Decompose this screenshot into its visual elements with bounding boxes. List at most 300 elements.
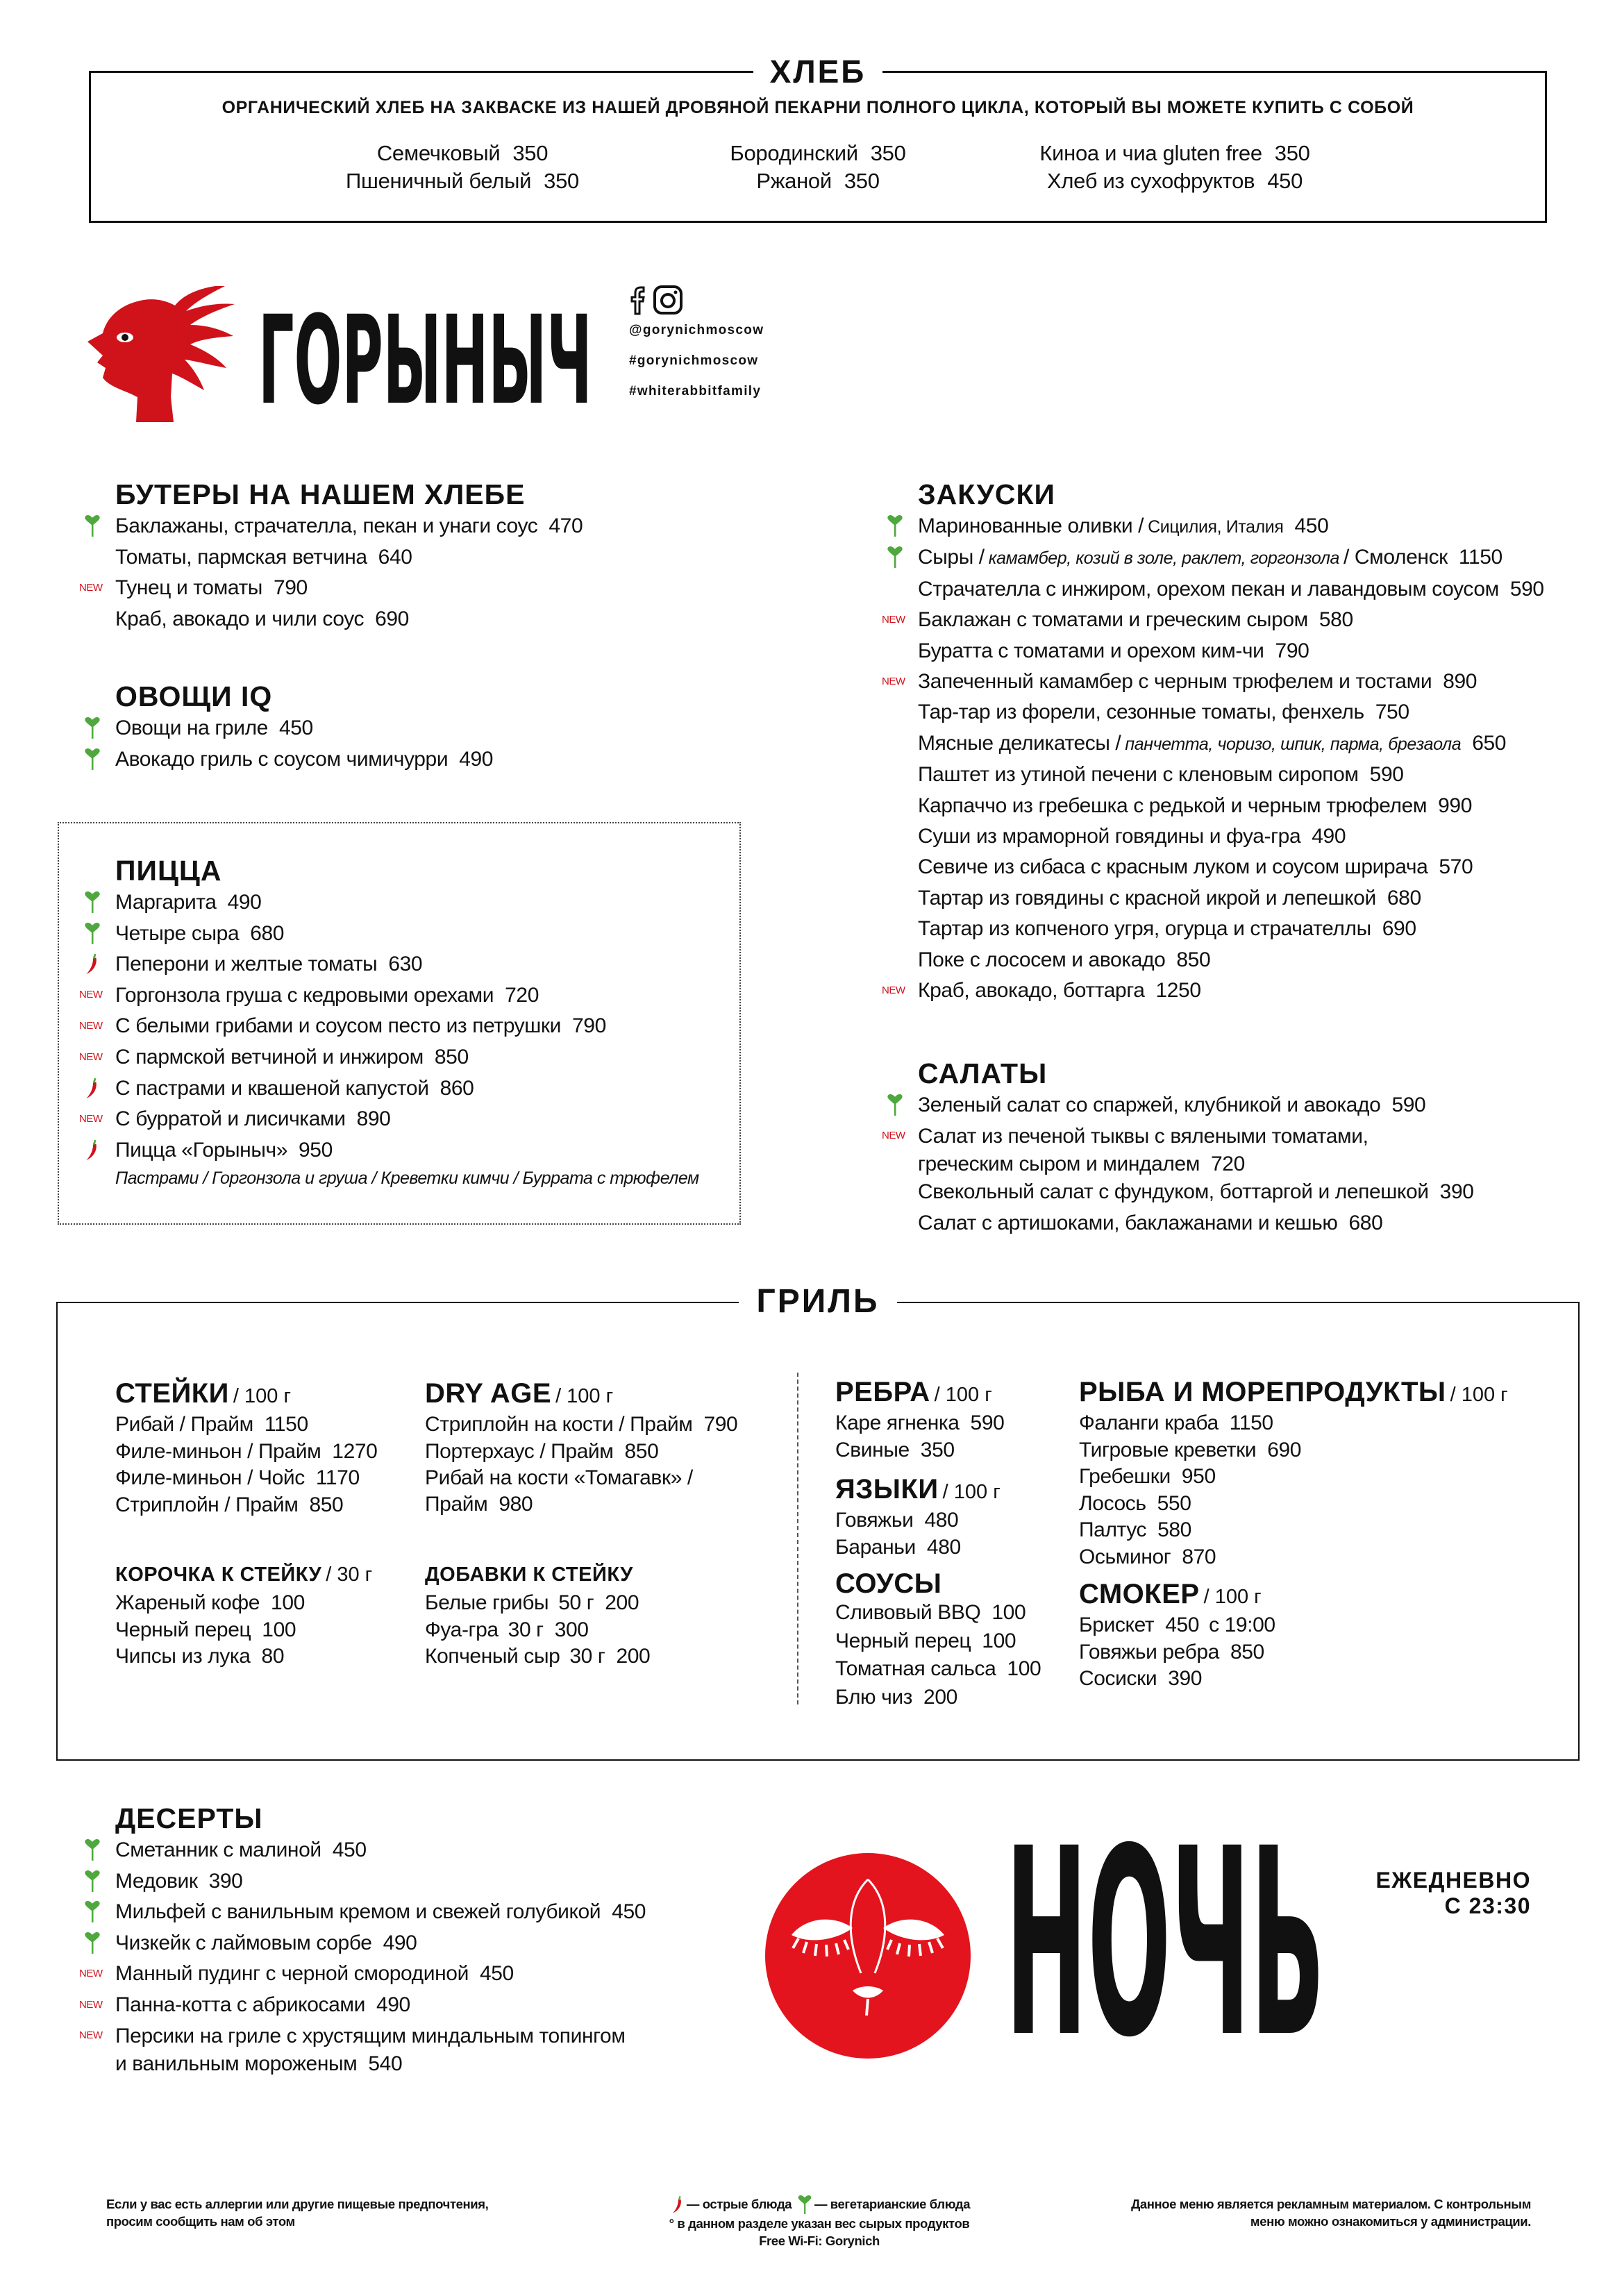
item-name-line	[1079, 1641, 1264, 1664]
new-badge: NEW	[79, 1112, 103, 1125]
item-name: Черный перец	[835, 1629, 971, 1652]
item-name: Тартар из говядины с красной икрой и лепешкой	[918, 886, 1376, 910]
grill-group-title	[835, 1474, 1001, 1507]
menu-item	[835, 1627, 1041, 1656]
item-price: 850	[1230, 1640, 1264, 1664]
item-price: 490	[227, 891, 262, 914]
menu-item	[882, 667, 1544, 697]
menu-item	[115, 1411, 377, 1439]
item-price: 950	[299, 1138, 333, 1162]
new-badge: NEW	[79, 2029, 103, 2042]
new-badge: NEW	[79, 989, 103, 1001]
menu-item	[79, 1959, 646, 1990]
item-name: С бурратой и лисичками	[115, 1107, 346, 1131]
item-price: 1170	[315, 1466, 360, 1489]
item-name-line	[835, 1629, 1016, 1652]
item-price: 750	[1375, 701, 1409, 724]
item-name: Осьминог	[1079, 1545, 1171, 1568]
item-name: Суши из мраморной говядины и фуа-гра	[918, 825, 1301, 848]
menu-item	[1079, 1544, 1508, 1571]
item-name: Поке с лососем и авокадо	[918, 948, 1166, 971]
item-name-line	[1079, 1465, 1216, 1488]
item-name-line	[835, 1411, 1004, 1434]
item-name-line	[115, 576, 308, 599]
new-badge: NEW	[79, 1020, 103, 1032]
instagram-icon[interactable]	[653, 285, 683, 315]
night-schedule-label: ЕЖЕДНЕВНО	[1375, 1868, 1531, 1893]
item-name-line	[115, 891, 261, 914]
item-name: Блю чиз	[835, 1685, 913, 1709]
bread-price: 350	[870, 141, 906, 165]
item-price: 100	[991, 1601, 1026, 1624]
new-badge: NEW	[79, 1998, 103, 2011]
bread-price: 450	[1267, 169, 1303, 193]
grill-group-title	[1079, 1377, 1508, 1410]
menu-item	[115, 1928, 646, 1959]
menu-item	[79, 1042, 699, 1073]
item-name: С пастрами и квашеной капустой	[115, 1076, 429, 1100]
menu-item	[882, 975, 1544, 1006]
item-price: 480	[924, 1509, 959, 1532]
item-name: Четыре сыра	[115, 921, 240, 945]
menu-item	[425, 1617, 650, 1644]
section-title: САЛАТЫ	[918, 1057, 1048, 1089]
grill-group-seafood	[1079, 1377, 1508, 1570]
menu-item	[918, 791, 1544, 821]
item-price: 450	[1165, 1614, 1200, 1636]
item-name: Буратта с томатами и орехом ким-чи	[918, 639, 1264, 662]
section-appetizers	[882, 478, 1544, 1007]
grill-group-name: ДОБАВКИ К СТЕЙКУ	[425, 1564, 633, 1586]
item-name-line	[115, 984, 539, 1007]
item-name: Тунец и томаты	[115, 576, 262, 600]
item-name-line	[425, 1466, 693, 1489]
item-name: Брискет	[1079, 1614, 1155, 1636]
item-name: Портерхаус / Прайм	[425, 1439, 614, 1463]
grill-group-name: СОУСЫ	[835, 1568, 942, 1599]
bread-item	[1008, 167, 1341, 195]
veg-heart-icon	[883, 511, 907, 542]
legend-veg: — вегетарианские блюда	[814, 2197, 971, 2211]
night-schedule-time: С 23:30	[1444, 1893, 1531, 1918]
menu-item	[115, 1835, 646, 1866]
bread-price: 350	[1274, 141, 1310, 165]
facebook-icon[interactable]	[629, 285, 647, 315]
item-name-line	[918, 948, 1210, 971]
grill-group-title	[835, 1568, 1041, 1599]
item-name-line	[115, 922, 284, 945]
bread-name: Хлеб из сухофруктов	[1046, 169, 1255, 193]
menu-item	[115, 949, 699, 980]
new-badge: NEW	[79, 1968, 103, 1980]
item-price: 790	[572, 1014, 606, 1038]
item-name: Фаланги краба	[1079, 1411, 1219, 1434]
bread-item	[651, 167, 985, 195]
item-price: 850	[624, 1439, 659, 1463]
item-name: Карпаччо из гребешка с редькой и черным трюфелем	[918, 794, 1428, 817]
item-name-line	[1079, 1411, 1273, 1434]
item-name: Медовик	[115, 1869, 198, 1893]
hashtag: #whiterabbitfamily	[629, 384, 762, 399]
item-price: 650	[1472, 731, 1507, 755]
section-vegetables	[115, 680, 493, 775]
menu-item	[425, 1590, 650, 1617]
bread-item	[651, 140, 985, 167]
menu-item	[79, 2021, 646, 2077]
item-name-line	[918, 1125, 1368, 1148]
item-name: Белые грибы	[425, 1591, 549, 1614]
item-price: 390	[1168, 1667, 1203, 1690]
menu-item	[115, 1897, 646, 1928]
menu-item	[918, 574, 1544, 605]
item-name-line	[425, 1591, 639, 1614]
item-price: 490	[1312, 825, 1346, 848]
new-badge: NEW	[79, 1050, 103, 1063]
grill-divider	[797, 1373, 798, 1704]
night-moon-face-logo	[764, 1852, 972, 2060]
item-name-line	[835, 1536, 961, 1559]
social-handle[interactable]: @gorynichmoscow	[629, 323, 764, 337]
item-price: 990	[1438, 794, 1472, 817]
item-name-line	[835, 1601, 1026, 1624]
item-name: Свекольный салат с фундуком, боттаргой и лепешкой	[918, 1180, 1429, 1204]
bread-column	[296, 140, 629, 195]
item-price: 570	[1439, 855, 1473, 879]
menu-item	[835, 1437, 1004, 1464]
bread-name: Киноа и чиа gluten free	[1039, 141, 1262, 165]
menu-item	[79, 1990, 646, 2021]
menu-item	[425, 1465, 737, 1517]
item-name-line	[115, 1466, 360, 1489]
bread-price: 350	[844, 169, 880, 193]
gorynych-head-logo	[82, 286, 236, 422]
chili-icon	[671, 2195, 684, 2215]
menu-item	[918, 697, 1544, 728]
menu-item	[115, 919, 699, 950]
item-name: Пицца «Горыныч»	[115, 1138, 288, 1162]
menu-item	[1079, 1410, 1508, 1437]
item-name-line	[115, 748, 493, 771]
menu-item	[918, 511, 1544, 542]
item-price: 450	[1294, 514, 1329, 537]
veg-heart-icon	[81, 1866, 104, 1897]
menu-item	[835, 1507, 1001, 1534]
menu-item	[882, 605, 1544, 635]
menu-item	[1079, 1612, 1275, 1639]
menu-item	[79, 573, 583, 604]
item-name-line	[918, 514, 1328, 537]
veg-heart-icon	[81, 1835, 104, 1866]
item-name-line	[425, 1440, 658, 1463]
item-name-line	[115, 1591, 305, 1614]
bread-column	[651, 140, 985, 195]
item-detail: Сицилия, Италия	[1148, 517, 1284, 537]
grill-group-title	[115, 1378, 377, 1411]
item-price: 490	[376, 1993, 410, 2016]
grill-group-title	[115, 1559, 372, 1590]
veg-heart-icon	[81, 744, 104, 775]
bread-price: 350	[544, 169, 579, 193]
item-price: 450	[479, 1962, 514, 1986]
menu-item	[425, 1439, 737, 1466]
item-price: 450	[332, 1838, 367, 1861]
item-detail: / Смоленск	[1343, 546, 1448, 569]
item-name: Овощи на гриле	[115, 717, 268, 739]
item-name-line	[115, 717, 313, 739]
item-name-line	[115, 1014, 606, 1037]
item-name: Маринованные оливки /	[918, 514, 1144, 537]
item-name-line	[918, 670, 1477, 693]
menu-item	[115, 1617, 372, 1644]
menu-item	[1079, 1666, 1275, 1693]
bread-name: Бородинский	[730, 141, 858, 165]
grill-group-unit: / 100 г	[555, 1385, 614, 1407]
bread-item	[296, 140, 629, 167]
item-price: 390	[208, 1869, 243, 1893]
item-name-line	[115, 1932, 417, 1954]
item-price: 850	[309, 1493, 344, 1516]
grill-group-title	[425, 1559, 650, 1590]
item-name: Гребешки	[1079, 1465, 1171, 1488]
item-name: Тигровые креветки	[1079, 1438, 1257, 1461]
wifi-info: Free Wi-Fi: Gorynich	[759, 2234, 880, 2249]
veg-heart-icon	[81, 1897, 104, 1927]
grill-group-steaks	[115, 1378, 377, 1518]
item-name: Черный перец	[115, 1618, 251, 1641]
item-detail: панчетта, чоризо, шпик, парма, брезаола	[1125, 734, 1462, 754]
menu-item	[918, 1208, 1474, 1239]
menu-item	[79, 1011, 699, 1042]
grill-group-unit: / 100 г	[1203, 1586, 1262, 1608]
item-name: Стриплойн / Прайм	[115, 1493, 299, 1516]
item-name-line	[1079, 1614, 1275, 1636]
menu-item	[918, 728, 1544, 760]
menu-item	[835, 1534, 1001, 1561]
item-name-line	[918, 546, 1502, 569]
bread-item	[296, 167, 629, 195]
menu-item	[1079, 1464, 1508, 1491]
item-name-line2	[115, 2052, 646, 2077]
item-name: Маргарита	[115, 891, 217, 914]
item-price: 790	[703, 1413, 738, 1436]
menu-item	[115, 1465, 377, 1492]
menu-item	[918, 945, 1544, 975]
bread-price: 350	[512, 141, 549, 165]
menu-item	[1079, 1517, 1508, 1544]
item-name: Томатная сальса	[835, 1657, 996, 1680]
item-price: 590	[1509, 577, 1544, 601]
item-name: С пармской ветчиной и инжиром	[115, 1045, 424, 1069]
item-name: Баклажаны, страчателла, пекан и унаги соус	[115, 514, 538, 537]
item-name-line	[835, 1657, 1041, 1680]
item-price: 890	[1443, 670, 1477, 694]
item-price: 690	[1267, 1438, 1302, 1461]
item-name-line	[918, 825, 1346, 848]
section-title: ОВОЩИ IQ	[115, 680, 273, 712]
weight-note: ° в данном разделе указан вес сырых продуктов	[669, 2216, 970, 2231]
item-name: С белыми грибами и соусом песто из петрушки	[115, 1014, 561, 1038]
chili-icon	[81, 1135, 104, 1166]
item-name-line	[835, 1509, 958, 1532]
item-name-line2	[425, 1492, 737, 1517]
item-price: 1270	[332, 1439, 378, 1463]
item-price: 860	[440, 1076, 474, 1100]
item-price: 870	[1182, 1545, 1216, 1568]
item-name-line	[115, 1440, 377, 1463]
item-name-line	[918, 1093, 1425, 1116]
item-name-cont: греческим сыром и миндалем	[918, 1153, 1200, 1176]
menu-item	[918, 821, 1544, 852]
item-name-line	[1079, 1545, 1216, 1568]
chili-icon	[81, 949, 104, 980]
item-name: Сметанник с малиной	[115, 1838, 321, 1861]
item-name-line	[115, 1139, 333, 1162]
grill-group-title	[835, 1377, 1004, 1410]
menu-item	[115, 1439, 377, 1466]
bread-name: Семечковый	[376, 141, 501, 165]
grill-group-title	[1079, 1579, 1275, 1612]
item-name-line	[918, 855, 1473, 878]
item-name: Персики на гриле с хрустящим миндальным топингом	[115, 2024, 626, 2047]
grill-group-name: РЕБРА	[835, 1377, 930, 1407]
item-weight: 50 г	[558, 1591, 594, 1614]
item-price: 720	[505, 983, 539, 1007]
item-name: Каре ягненка	[835, 1411, 960, 1434]
menu-item	[918, 760, 1544, 790]
item-price: 790	[1275, 639, 1309, 662]
new-badge: NEW	[882, 675, 905, 687]
footer-legend	[611, 2195, 1028, 2249]
item-name: Пеперони и желтые томаты	[115, 953, 378, 976]
item-weight: 30 г	[508, 1618, 544, 1641]
item-name-line	[918, 578, 1544, 601]
item-price: 100	[262, 1618, 296, 1641]
grill-group-name: СТЕЙКИ	[115, 1378, 229, 1409]
item-name: Сосиски	[1079, 1667, 1157, 1690]
menu-item	[1079, 1491, 1508, 1518]
bread-item	[1008, 140, 1341, 167]
item-name-line2	[918, 1152, 1474, 1177]
item-name-line	[918, 887, 1421, 910]
section-title: ПИЦЦА	[115, 855, 222, 887]
item-name: Стриплойн на кости / Прайм	[425, 1413, 693, 1436]
grill-group-ribs	[835, 1377, 1004, 1464]
item-name-line	[1079, 1667, 1202, 1690]
item-name: Краб, авокадо и чили соус	[115, 607, 365, 630]
bread-name: Пшеничный белый	[346, 169, 532, 193]
item-price: 200	[616, 1645, 651, 1668]
menu-item	[835, 1655, 1041, 1684]
item-name-line	[425, 1618, 589, 1641]
item-name-line	[918, 979, 1201, 1002]
menu-item	[115, 887, 699, 919]
menu-item	[115, 713, 493, 744]
new-badge: NEW	[882, 984, 905, 996]
item-name-line	[115, 1900, 646, 1923]
gorynych-wordmark: ГОРЫНЫЧ	[258, 290, 592, 432]
item-name-line	[115, 953, 422, 975]
item-name: Палтус	[1079, 1518, 1147, 1541]
item-name: Мясные деликатесы /	[918, 731, 1121, 755]
item-name-line	[1079, 1439, 1301, 1461]
section-title: ДЕСЕРТЫ	[115, 1802, 263, 1834]
item-name-line	[115, 607, 409, 630]
item-price: 1150	[1229, 1411, 1273, 1434]
menu-item	[115, 744, 493, 776]
item-name-line	[425, 1413, 737, 1436]
item-name-cont: и ванильным мороженым	[115, 2052, 358, 2076]
item-name: Мильфей с ванильным кремом и свежей голубикой	[115, 1900, 601, 1924]
item-price: 630	[388, 953, 423, 976]
veg-heart-icon	[81, 1928, 104, 1959]
menu-item	[115, 604, 583, 635]
item-name: Зеленый салат со спаржей, клубникой и авокадо	[918, 1093, 1381, 1116]
item-name-line	[115, 1077, 474, 1100]
item-name-line	[425, 1645, 650, 1668]
item-name-line	[115, 1046, 469, 1069]
item-name-line	[115, 1493, 343, 1516]
legend-spicy: — острые блюда	[686, 2197, 792, 2211]
item-price: 580	[1157, 1518, 1191, 1541]
item-name: Манный пудинг с черной смородиной	[115, 1962, 469, 1986]
item-name: Страчателла с инжиром, орехом пекан и лавандовым соусом	[918, 577, 1499, 601]
item-price: 550	[1157, 1491, 1191, 1515]
item-price: 720	[1211, 1153, 1245, 1176]
menu-item	[835, 1410, 1004, 1437]
menu-item	[79, 980, 699, 1012]
veg-heart-icon	[81, 887, 104, 918]
item-price: 680	[1387, 886, 1421, 910]
bread-name: Ржаной	[756, 169, 832, 193]
item-price: 850	[434, 1045, 469, 1069]
item-name-line	[115, 1962, 514, 1985]
item-price: 100	[982, 1629, 1016, 1652]
item-name: Краб, авокадо, боттарга	[918, 979, 1145, 1003]
item-name-line	[918, 639, 1309, 662]
grill-group-name: КОРОЧКА К СТЕЙКУ	[115, 1564, 322, 1586]
grill-group-name: РЫБА И МОРЕПРОДУКТЫ	[1079, 1377, 1446, 1407]
item-price: 640	[378, 545, 412, 569]
new-badge: NEW	[882, 614, 905, 626]
grill-group-name: DRY AGE	[425, 1378, 552, 1409]
item-price: 580	[1319, 608, 1353, 632]
social-block	[629, 285, 764, 407]
item-name: Горгонзола груша с кедровыми орехами	[115, 983, 494, 1007]
menu-item	[115, 1866, 646, 1897]
item-price: 1250	[1155, 979, 1201, 1003]
item-name-line	[115, 2025, 626, 2047]
menu-item	[918, 852, 1544, 882]
item-price: 470	[549, 514, 583, 537]
item-name: Баклажан с томатами и греческим сыром	[918, 608, 1308, 632]
item-name: Севиче из сибаса с красным луком и соусом шрирача	[918, 855, 1428, 879]
item-name-line	[1079, 1518, 1191, 1541]
grill-group-crust	[115, 1559, 372, 1670]
item-price: 1150	[264, 1413, 308, 1436]
item-price: 590	[1369, 763, 1404, 787]
item-name-line	[115, 1645, 284, 1668]
item-name: Говяжьи ребра	[1079, 1640, 1219, 1664]
item-name-line	[115, 1993, 410, 2016]
menu-item	[835, 1599, 1041, 1627]
item-price: 690	[375, 607, 409, 630]
item-price: 680	[250, 921, 285, 945]
item-availability: с 19:00	[1209, 1614, 1275, 1636]
section-desserts	[79, 1802, 646, 2077]
menu-item	[918, 914, 1544, 944]
item-price: 980	[499, 1492, 533, 1516]
item-name: Томаты, пармская ветчина	[115, 545, 367, 569]
